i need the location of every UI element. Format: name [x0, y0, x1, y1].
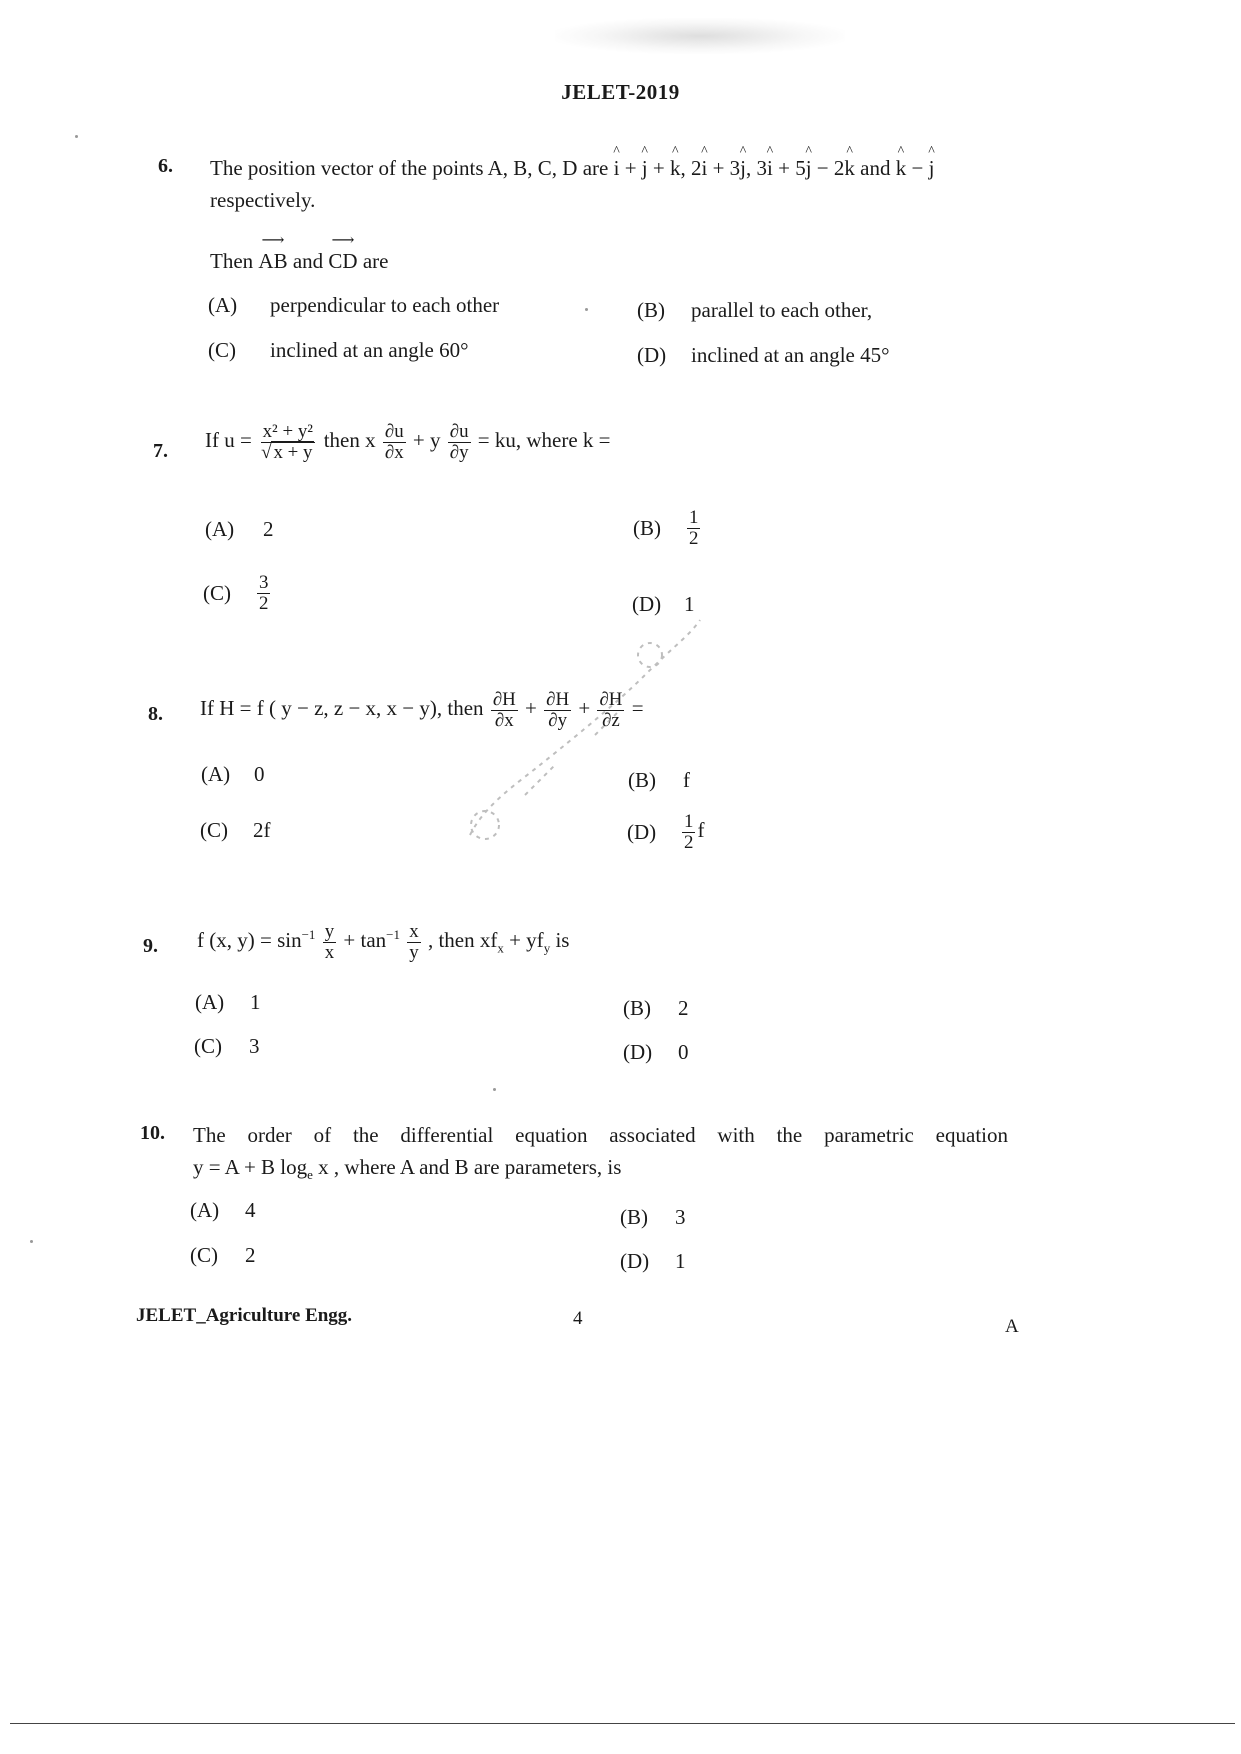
- subscript: y: [543, 940, 551, 956]
- question-10-line-1: The order of the differential equation associated with the parametric equation: [193, 1123, 1008, 1147]
- option-text: perpendicular to each other: [270, 293, 500, 317]
- option-label: (B): [637, 298, 665, 322]
- question-7-expression: [205, 422, 611, 463]
- option-suffix: f: [697, 818, 705, 843]
- stamp-mark: [525, 710, 620, 795]
- and-word: and: [292, 249, 324, 273]
- option-label: (C): [200, 818, 228, 842]
- option-text: inclined at an angle 60°: [270, 338, 469, 362]
- option-b: [637, 298, 872, 323]
- option-a: [201, 762, 265, 787]
- partial-u-y: [448, 422, 471, 463]
- question-number: 6.: [158, 155, 173, 177]
- denominator: ∂y: [548, 709, 568, 731]
- option-c: [190, 1243, 256, 1268]
- subscript: x: [497, 940, 504, 956]
- option-label: (C): [190, 1243, 218, 1267]
- bottom-rule: [10, 1723, 1235, 1724]
- numerator: 3: [259, 572, 269, 593]
- denominator: √ x + y: [261, 441, 313, 463]
- question-number: 9.: [143, 935, 158, 957]
- option-text: 4: [245, 1198, 256, 1222]
- option-b: [620, 1205, 686, 1230]
- x-over-y: [407, 922, 420, 963]
- option-label: (D): [623, 1040, 653, 1064]
- option-c: [203, 573, 272, 614]
- option-label: (A): [190, 1198, 220, 1222]
- plus-sign: +: [525, 696, 537, 721]
- footer-exam-name: JELET_Agriculture Engg.: [136, 1305, 353, 1326]
- option-b: [633, 508, 702, 549]
- question-6-then: [210, 245, 389, 277]
- vector-1: ^ i + ^ j + ^ k,: [614, 156, 686, 180]
- question-6-line-1: [210, 152, 1040, 184]
- page-title: JELET-2019: [561, 80, 680, 104]
- option-d: [632, 592, 695, 617]
- option-fraction: [687, 508, 700, 549]
- option-text: 0: [678, 1040, 689, 1064]
- option-label: (A): [205, 517, 235, 541]
- scan-speck: [493, 1088, 496, 1091]
- option-c: [194, 1034, 260, 1059]
- option-text: 3: [249, 1034, 260, 1058]
- option-label: (D): [637, 343, 667, 367]
- question-number: 8.: [148, 703, 163, 725]
- denominator: ∂y: [449, 441, 469, 463]
- scan-smudge: [555, 18, 845, 54]
- numerator: 1: [689, 507, 699, 528]
- plus-tan: + tan: [343, 928, 387, 953]
- numerator: ∂H: [492, 689, 516, 710]
- option-a: [208, 293, 499, 318]
- option-label: (A): [195, 990, 225, 1014]
- option-d: [637, 343, 890, 368]
- if-text: If H = f ( y − z, z − x, x − y), then: [200, 696, 484, 721]
- denominator: y: [409, 941, 419, 963]
- then-word: Then: [210, 249, 254, 273]
- denominator: ∂x: [384, 441, 404, 463]
- inverse-sup: −1: [386, 927, 400, 943]
- y-over-x: [323, 922, 336, 963]
- plus-yf: + yf: [509, 928, 544, 953]
- question-6-intro: The position vector of the points A, B, C, D are: [210, 156, 609, 180]
- question-6-line-2: respectively.: [210, 188, 316, 212]
- option-text: 2: [263, 517, 274, 541]
- denominator: 2: [684, 831, 694, 853]
- option-b: [623, 996, 689, 1021]
- stamp-arc: [470, 620, 700, 835]
- numerator: x: [409, 921, 419, 942]
- option-label: (D): [620, 1249, 650, 1273]
- then-text: , then xf: [427, 928, 498, 953]
- numerator: y: [324, 921, 335, 942]
- option-label: (B): [623, 996, 651, 1020]
- option-c: [208, 338, 469, 363]
- option-text: 1: [675, 1249, 686, 1273]
- option-text: f: [683, 768, 690, 792]
- lead-text: f (x, y) = sin: [197, 928, 302, 953]
- numerator: ∂H: [599, 689, 623, 710]
- option-text: 2: [678, 996, 689, 1020]
- option-c: [200, 818, 271, 843]
- option-label: (C): [203, 580, 231, 605]
- numerator: x² + y²: [262, 421, 313, 442]
- radicand: x + y: [273, 441, 313, 463]
- option-a: [195, 990, 261, 1015]
- numerator: 1: [684, 811, 694, 832]
- denominator: 2: [689, 527, 699, 549]
- log-base: e: [307, 1167, 313, 1183]
- option-a: [190, 1198, 256, 1223]
- option-a: [205, 517, 274, 542]
- option-label: (A): [201, 762, 231, 786]
- option-d: [623, 1040, 689, 1065]
- page-number: 4: [573, 1308, 583, 1329]
- numerator: ∂u: [449, 421, 469, 442]
- option-label: (B): [633, 515, 661, 540]
- scan-speck: [30, 1240, 33, 1243]
- vector-2: 2^ i + 3^ j,: [691, 156, 751, 180]
- option-text: 1: [250, 990, 261, 1014]
- option-label: (C): [194, 1034, 222, 1058]
- option-text: 2: [245, 1243, 256, 1267]
- plus-y: + y: [412, 428, 441, 453]
- question-number: 10.: [140, 1122, 165, 1144]
- vector-cd: ⟶ CD: [328, 245, 357, 277]
- numerator: ∂u: [384, 421, 404, 442]
- stamp-ring: [638, 643, 662, 667]
- vector-4: ^ k − ^ j: [896, 156, 935, 180]
- option-label: (A): [208, 293, 238, 317]
- numerator: ∂H: [546, 689, 570, 710]
- option-label: (C): [208, 338, 236, 362]
- stamp-strokes: [470, 620, 700, 839]
- scan-speck: [585, 308, 588, 311]
- are-word: are: [362, 249, 389, 273]
- equation-tail: x , where A and B are parameters, is: [318, 1155, 622, 1179]
- option-text: parallel to each other,: [691, 298, 873, 322]
- partial-u-x: [383, 422, 406, 463]
- denominator: 2: [259, 592, 269, 614]
- denominator: x: [324, 941, 335, 963]
- option-text: 2f: [253, 818, 271, 842]
- option-d: [620, 1249, 686, 1274]
- option-label: (D): [627, 819, 657, 844]
- if-text: If u =: [205, 428, 252, 453]
- option-label: (B): [620, 1205, 648, 1229]
- option-text: 0: [254, 762, 265, 786]
- set-letter: A: [1005, 1316, 1019, 1337]
- vector-ab: ⟶ AB: [258, 245, 287, 277]
- stamp-watermark: [445, 615, 805, 875]
- scan-speck: [75, 135, 78, 138]
- option-text: inclined at an angle 45°: [691, 343, 890, 367]
- vector-3: 3^ i + 5^ j − 2^ k: [757, 156, 855, 180]
- question-number: 7.: [153, 440, 168, 462]
- question-10-line-2: [193, 1151, 621, 1191]
- question-9-expression: [197, 922, 569, 963]
- and-word: and: [860, 156, 891, 180]
- plus-sign: +: [578, 696, 591, 721]
- denominator: ∂z: [602, 709, 620, 731]
- option-label: (D): [632, 592, 662, 616]
- option-fraction: [257, 573, 270, 614]
- option-label: (B): [628, 768, 656, 792]
- equals-sign: =: [631, 696, 644, 721]
- tail-text: = ku, where k =: [477, 428, 611, 453]
- denominator: ∂x: [494, 709, 514, 731]
- u-fraction: [259, 422, 316, 463]
- option-text: 3: [675, 1205, 686, 1229]
- is-word: is: [555, 928, 570, 953]
- inverse-sup: −1: [301, 927, 316, 943]
- option-text: 1: [684, 592, 695, 616]
- then-text: then x: [323, 428, 376, 453]
- equation-text: y = A + B log: [193, 1155, 308, 1179]
